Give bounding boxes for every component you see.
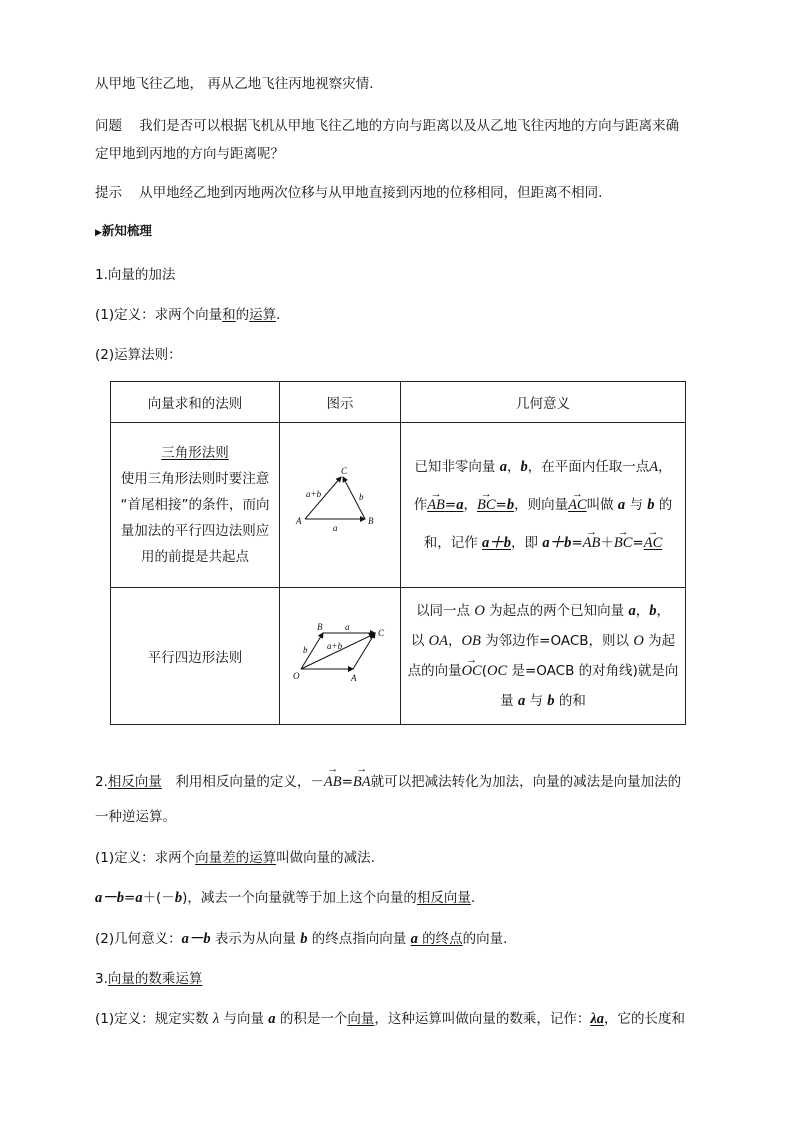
triangle-rule-diagram bbox=[285, 463, 395, 543]
parallelogram-meaning-line-2: 以 OA，OB 为邻边作=OACB，则以 O 为起 bbox=[410, 633, 676, 649]
label-vector-a: a bbox=[345, 622, 350, 632]
addition-def-prefix: (1)定义：求两个向量 bbox=[95, 307, 223, 323]
parallelogram-meaning-line-1: 以同一点 O 为起点的两个已知向量 a，b， bbox=[416, 603, 670, 619]
section-title: 新知梳理 bbox=[101, 223, 152, 238]
triangle-meaning-line-1: 已知非零向量 a，b，在平面内任取一点A， bbox=[414, 459, 672, 475]
intro-line: 从甲地飞往乙地， 再从乙地飞往丙地视察灾情. bbox=[95, 76, 374, 92]
opposite-line-2: 一种逆运算。 bbox=[95, 809, 176, 825]
label-vector-b: b bbox=[359, 492, 364, 502]
triangle-marker-icon: ▶ bbox=[95, 228, 102, 238]
addition-def-underline-2: 运算 bbox=[249, 307, 277, 323]
addition-rules-table bbox=[110, 381, 686, 725]
hint-text: 从甲地经乙地到丙地两次位移与从甲地直接到丙地的位移相同，但距离不相同. bbox=[139, 185, 603, 201]
subtraction-equation: a－b=a＋(－b)，减去一个向量就等于加上这个向量的相反向量. bbox=[95, 890, 476, 906]
scalar-definition: (1)定义：规定实数 λ 与向量 a 的积是一个向量，这种运算叫做向量的数乘，记作：λa，它的长度和 bbox=[95, 1011, 686, 1027]
triangle-rule-title: 三角形法则 bbox=[161, 445, 229, 461]
hint-line bbox=[95, 181, 602, 201]
label-sum: a+b bbox=[327, 641, 343, 651]
addition-def-mid: 的 bbox=[235, 307, 250, 323]
section-heading bbox=[95, 221, 152, 239]
header-diagram: 图示 bbox=[280, 382, 401, 423]
question-line-1 bbox=[95, 114, 679, 134]
table-header-row bbox=[111, 382, 686, 423]
subtraction-definition: (1)定义：求两个向量差的运算叫做向量的减法. bbox=[95, 850, 375, 866]
parallelogram-rule-cell: 平行四边形法则 bbox=[111, 588, 280, 725]
parallelogram-diagram-cell bbox=[280, 588, 401, 725]
question-text: 我们是否可以根据飞机从甲地飞往乙地的方向与距离以及从乙地飞往丙地的方向与距离来确 bbox=[139, 118, 680, 134]
addition-definition bbox=[95, 303, 280, 323]
triangle-note-3: 量加法的平行四边法则应 bbox=[120, 523, 270, 539]
label-vector-a: a bbox=[333, 523, 338, 533]
triangle-note-2: “首尾相接”的条件，而向 bbox=[120, 497, 270, 513]
triangle-note-1: 使用三角形法则时要注意 bbox=[120, 471, 270, 487]
question-label: 问题 bbox=[95, 118, 122, 134]
label-point-o: O bbox=[293, 671, 300, 681]
triangle-diagram-cell bbox=[280, 423, 401, 588]
rules-label: (2)运算法则： bbox=[95, 347, 182, 363]
question-line-2: 定甲地到丙地的方向与距离呢？ bbox=[95, 146, 284, 162]
hint-label: 提示 bbox=[95, 185, 122, 201]
header-meaning: 几何意义 bbox=[401, 382, 686, 423]
triangle-rule-cell bbox=[111, 423, 280, 588]
opposite-title: 相反向量 bbox=[107, 774, 162, 790]
triangle-meaning-line-3: 和，记作 a＋b，即 a＋b=→ AB＋→ BC=→ AC bbox=[401, 524, 685, 562]
addition-def-underline-1: 和 bbox=[222, 307, 236, 323]
subtraction-geometry: (2)几何意义：a－b 表示为从向量 b 的终点指向向量 a 的终点的向量. bbox=[95, 931, 508, 947]
addition-heading: 1.向量的加法 bbox=[95, 267, 176, 283]
triangle-meaning-cell bbox=[401, 423, 686, 588]
table-row-parallelogram bbox=[111, 588, 686, 725]
addition-def-end: . bbox=[276, 307, 281, 323]
label-vector-b: b bbox=[303, 645, 308, 655]
parallelogram-rule-diagram bbox=[285, 619, 395, 689]
label-sum: a+b bbox=[306, 489, 322, 499]
label-point-b: B bbox=[368, 516, 374, 526]
triangle-meaning-line-2: 作→ AB=a，→ BC=b，则向量→ AC叫做 a 与 b 的 bbox=[401, 486, 685, 524]
triangle-note-4: 用的前提是共起点 bbox=[141, 549, 249, 565]
parallelogram-meaning-line-3: 点的向量→ OC(OC 是=OACB 的对角线)就是向 bbox=[401, 656, 685, 686]
label-point-a: A bbox=[351, 673, 357, 683]
label-point-c: C bbox=[341, 466, 348, 476]
header-rule: 向量求和的法则 bbox=[111, 382, 280, 423]
opposite-line-1: 2.相反向量 利用相反向量的定义，－→ AB=→ BA就可以把减法转化为加法，向量的减法是向量加法的 bbox=[95, 770, 681, 791]
parallelogram-meaning-line-4: 量 a 与 b 的和 bbox=[500, 693, 586, 709]
parallelogram-meaning-cell bbox=[401, 588, 686, 725]
label-point-a: A bbox=[296, 516, 302, 526]
label-point-c: C bbox=[378, 628, 385, 638]
scalar-heading: 3.向量的数乘运算 bbox=[95, 971, 203, 987]
label-point-b: B bbox=[317, 622, 323, 632]
table-row-triangle bbox=[111, 423, 686, 588]
